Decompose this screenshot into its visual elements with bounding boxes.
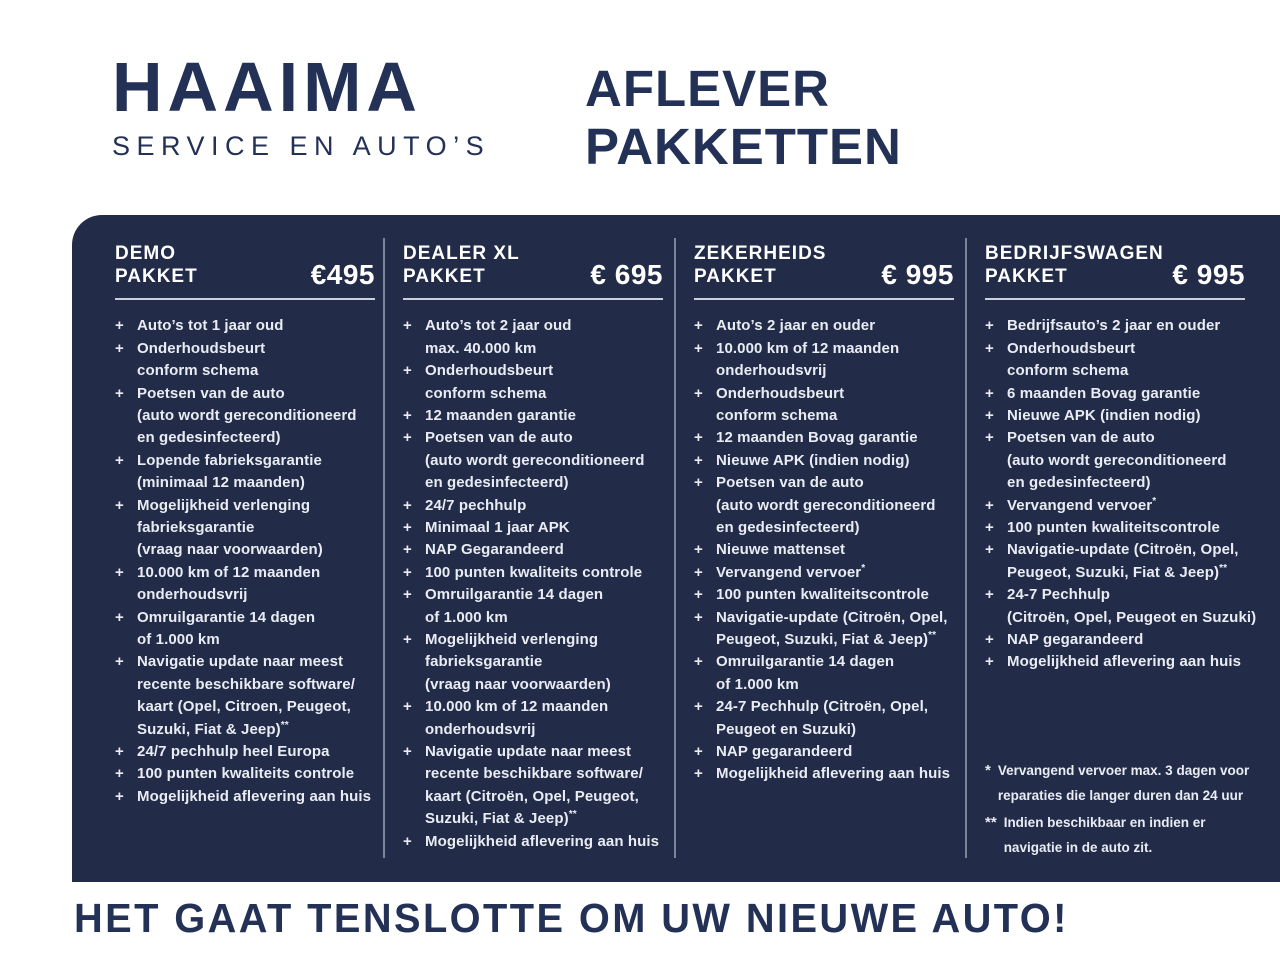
package-name-line2: PAKKET <box>115 266 198 288</box>
plus-bullet: + <box>694 653 703 671</box>
plus-bullet: + <box>115 384 124 402</box>
feature-item <box>694 338 954 383</box>
feature-item-line: Nieuwe APK (indien nodig) <box>716 451 910 469</box>
feature-item-line: (auto wordt gereconditioneerd <box>137 406 357 424</box>
feature-item-line: Bedrijfsauto’s 2 jaar en ouder <box>1007 317 1221 335</box>
package-feature-list <box>694 315 954 786</box>
feature-item-line: Nieuwe APK (indien nodig) <box>1007 406 1201 424</box>
feature-item <box>985 539 1245 584</box>
feature-item <box>694 539 954 561</box>
feature-item <box>115 786 375 808</box>
header-rule <box>115 298 375 300</box>
feature-item <box>985 517 1245 539</box>
feature-item-line: Navigatie-update (Citroën, Opel, <box>716 608 948 626</box>
feature-item-line: 6 maanden Bovag garantie <box>1007 384 1201 402</box>
feature-item <box>985 651 1245 673</box>
feature-item-text <box>1007 584 1256 629</box>
feature-item-line: 100 punten kwaliteits controle <box>425 563 643 581</box>
plus-bullet: + <box>115 339 124 357</box>
feature-item-line: kaart (Citroën, Opel, Peugeot, <box>425 787 639 805</box>
feature-item-line: 100 punten kwaliteits controle <box>137 765 355 783</box>
feature-item <box>403 696 663 741</box>
feature-item-line: fabrieksgarantie <box>425 653 543 671</box>
feature-item-text <box>716 539 954 561</box>
feature-item-line: of 1.000 km <box>137 631 220 649</box>
feature-item-line: Auto’s 2 jaar en ouder <box>716 317 876 335</box>
feature-item-line: Auto’s tot 2 jaar oud <box>425 317 572 335</box>
feature-item <box>694 763 954 785</box>
footnote-line: Vervangend vervoer max. 3 dagen voor <box>997 763 1250 778</box>
feature-item-line: onderhoudsvrij <box>716 362 827 380</box>
feature-item-text <box>137 651 375 741</box>
feature-item <box>694 584 954 606</box>
feature-item-text <box>137 763 375 785</box>
feature-item-text <box>137 338 375 383</box>
feature-item-text <box>716 472 954 539</box>
feature-item-line: Navigatie update naar meest <box>137 653 344 671</box>
package-name-line1: BEDRIJFSWAGEN <box>985 243 1164 264</box>
feature-item-line: conform schema <box>1007 362 1129 380</box>
plus-bullet: + <box>694 384 703 402</box>
plus-bullet: + <box>115 743 124 761</box>
feature-item-line: 100 punten kwaliteitscontrole <box>716 586 929 604</box>
header-rule <box>985 298 1245 300</box>
superscript-asterisk: ** <box>280 719 289 731</box>
package-name-line2: PAKKET <box>985 266 1068 288</box>
feature-item-text <box>425 427 663 494</box>
feature-item-line: 24-7 Pechhulp <box>1007 586 1110 604</box>
feature-item <box>694 562 954 584</box>
feature-item-line: 12 maanden Bovag garantie <box>716 429 918 447</box>
feature-item-text <box>716 427 954 449</box>
feature-item <box>403 831 663 853</box>
feature-item-line: Mogelijkheid aflevering aan huis <box>425 832 660 850</box>
plus-bullet: + <box>694 765 703 783</box>
package-name-line1: DEALER XL <box>403 243 520 264</box>
footnote-line: navigatie in de auto zit. <box>1003 840 1153 855</box>
plus-bullet: + <box>403 586 412 604</box>
feature-item-text <box>1007 427 1245 494</box>
feature-item-text <box>716 607 954 652</box>
plus-bullet: + <box>403 317 412 335</box>
plus-bullet: + <box>694 563 703 581</box>
feature-item-text <box>425 539 663 561</box>
feature-item <box>985 584 1257 629</box>
feature-item-line: Onderhoudsbeurt <box>716 384 845 402</box>
feature-item-text <box>137 741 375 763</box>
plus-bullet: + <box>694 339 703 357</box>
package-price: € 995 <box>1172 259 1245 291</box>
feature-item-text <box>425 495 663 517</box>
feature-item <box>403 629 663 696</box>
feature-item <box>694 472 954 539</box>
superscript-asterisk: ** <box>1219 562 1228 574</box>
feature-item <box>403 315 663 360</box>
feature-item <box>115 763 375 785</box>
feature-item-text <box>1007 338 1245 383</box>
feature-item-line: Vervangend vervoer* <box>716 562 866 581</box>
superscript-asterisk: ** <box>928 630 937 642</box>
feature-item-line: Vervangend vervoer* <box>1007 495 1157 514</box>
package-name <box>694 242 826 288</box>
feature-item-line: Poetsen van de auto <box>137 384 285 402</box>
plus-bullet: + <box>694 698 703 716</box>
feature-item-text <box>137 562 375 607</box>
feature-item <box>115 338 375 383</box>
header-rule <box>694 298 954 300</box>
header-rule <box>403 298 663 300</box>
footnotes <box>985 758 1260 862</box>
package-header <box>115 242 375 291</box>
feature-item-text <box>1007 539 1245 584</box>
feature-item-text <box>425 360 663 405</box>
package-column-2 <box>403 215 663 882</box>
feature-item-line: Omruilgarantie 14 dagen <box>716 653 895 671</box>
feature-item-line: Suzuki, Fiat & Jeep)** <box>137 719 289 738</box>
feature-item-line: 24/7 pechhulp <box>425 496 527 514</box>
feature-item-text <box>716 450 954 472</box>
package-feature-list <box>115 315 375 808</box>
plus-bullet: + <box>403 362 412 380</box>
feature-item-line: recente beschikbare software/ <box>137 675 355 693</box>
package-name-line1: DEMO <box>115 243 176 264</box>
feature-item-line: Omruilgarantie 14 dagen <box>137 608 316 626</box>
feature-item-text <box>137 786 375 808</box>
packages-panel <box>72 215 1280 882</box>
plus-bullet: + <box>985 541 994 559</box>
feature-item-line: (Citroën, Opel, Peugeot en Suzuki) <box>1007 608 1257 626</box>
feature-item <box>694 315 954 337</box>
plus-bullet: + <box>403 698 412 716</box>
feature-item-text <box>137 383 375 450</box>
feature-item-line: (vraag naar voorwaarden) <box>425 675 611 693</box>
feature-item-text <box>425 696 663 741</box>
plus-bullet: + <box>403 429 412 447</box>
column-divider-2 <box>674 238 676 858</box>
feature-item-line: (vraag naar voorwaarden) <box>137 541 323 559</box>
page-title-line2: PAKKETTEN <box>585 117 902 175</box>
feature-item <box>985 427 1245 494</box>
feature-item <box>403 539 663 561</box>
feature-item-text <box>137 495 375 562</box>
plus-bullet: + <box>115 653 124 671</box>
feature-item-text <box>137 450 375 495</box>
feature-item-line: Onderhoudsbeurt <box>1007 339 1136 357</box>
feature-item-text <box>137 315 375 337</box>
feature-item-line: conform schema <box>137 362 259 380</box>
plus-bullet: + <box>403 743 412 761</box>
feature-item-text <box>425 741 663 831</box>
plus-bullet: + <box>403 832 412 850</box>
feature-item-line: 100 punten kwaliteitscontrole <box>1007 519 1220 536</box>
feature-item-text <box>716 383 954 428</box>
feature-item-line: Mogelijkheid aflevering aan huis <box>137 787 372 805</box>
package-feature-list <box>403 315 663 853</box>
feature-item-line: Suzuki, Fiat & Jeep)** <box>425 809 577 828</box>
feature-item-line: (auto wordt gereconditioneerd <box>425 451 645 469</box>
feature-item-line: Mogelijkheid verlenging <box>425 631 599 649</box>
feature-item-line: 12 maanden garantie <box>425 406 577 424</box>
footnote <box>985 810 1260 860</box>
package-name-line2: PAKKET <box>403 266 486 288</box>
feature-item-line: NAP Gegarandeerd <box>425 541 564 559</box>
plus-bullet: + <box>694 743 703 761</box>
package-header <box>985 242 1245 291</box>
plus-bullet: + <box>985 384 994 402</box>
feature-item <box>985 383 1245 405</box>
feature-item <box>115 607 375 652</box>
feature-item-text <box>716 315 954 337</box>
feature-item-line: Poetsen van de auto <box>716 474 864 492</box>
feature-item <box>115 741 375 763</box>
plus-bullet: + <box>985 429 994 447</box>
package-name <box>985 242 1164 288</box>
feature-item <box>115 315 375 337</box>
plus-bullet: + <box>985 586 994 604</box>
plus-bullet: + <box>403 519 412 536</box>
plus-bullet: + <box>115 563 124 581</box>
feature-item-line: Omruilgarantie 14 dagen <box>425 586 604 604</box>
feature-item <box>694 651 954 696</box>
plus-bullet: + <box>115 496 124 514</box>
footnote-marker: * <box>985 762 991 779</box>
feature-item-line: of 1.000 km <box>425 608 508 626</box>
plus-bullet: + <box>403 406 412 424</box>
feature-item-line: (auto wordt gereconditioneerd <box>716 496 936 514</box>
feature-item <box>985 338 1245 383</box>
plus-bullet: + <box>694 586 703 604</box>
feature-item-line: 24-7 Pechhulp (Citroën, Opel, <box>716 698 929 716</box>
feature-item-text <box>425 562 663 584</box>
feature-item-text <box>425 831 663 853</box>
plus-bullet: + <box>694 429 703 447</box>
package-column-1 <box>115 215 375 882</box>
plus-bullet: + <box>985 631 994 649</box>
feature-item-line: onderhoudsvrij <box>137 586 248 604</box>
superscript-asterisk: ** <box>568 809 577 821</box>
package-price: € 995 <box>881 259 954 291</box>
brand-logo <box>112 48 491 162</box>
plus-bullet: + <box>403 496 412 514</box>
feature-item-text <box>425 584 663 629</box>
package-name-line1: ZEKERHEIDS <box>694 243 827 264</box>
package-price: € 695 <box>590 259 663 291</box>
footnote-line: Indien beschikbaar en indien er <box>1003 815 1206 830</box>
feature-item-line: Peugeot en Suzuki) <box>716 720 857 738</box>
feature-item-line: Onderhoudsbeurt <box>137 339 266 357</box>
column-divider-3 <box>965 238 967 858</box>
feature-item-text <box>425 629 663 696</box>
feature-item <box>115 495 375 562</box>
feature-item-line: en gedesinfecteerd) <box>137 429 281 447</box>
feature-item-line: NAP gegarandeerd <box>716 743 853 761</box>
feature-item-line: Poetsen van de auto <box>1007 429 1155 447</box>
page-title-line1: AFLEVER <box>585 60 831 117</box>
feature-item-text <box>716 338 954 383</box>
feature-item-line: 10.000 km of 12 maanden <box>425 698 609 716</box>
feature-item-text <box>716 763 954 785</box>
feature-item <box>985 315 1245 337</box>
feature-item <box>115 562 375 607</box>
feature-item-line: Lopende fabrieksgarantie <box>137 451 322 469</box>
feature-item-line: NAP gegarandeerd <box>1007 631 1144 649</box>
feature-item-text <box>1007 383 1245 405</box>
footer-tagline: HET GAAT TENSLOTTE OM UW NIEUWE AUTO! <box>74 895 1069 941</box>
feature-item-line: 24/7 pechhulp heel Europa <box>137 743 330 761</box>
feature-item-text <box>1007 495 1245 517</box>
feature-item-line: fabrieksgarantie <box>137 519 255 536</box>
feature-item <box>694 741 954 763</box>
plus-bullet: + <box>403 541 412 559</box>
plus-bullet: + <box>985 519 994 536</box>
feature-item-text <box>1007 651 1245 673</box>
feature-item <box>115 450 375 495</box>
feature-item <box>403 495 663 517</box>
feature-item-line: Navigatie update naar meest <box>425 743 632 761</box>
footnote <box>985 758 1260 808</box>
package-name <box>403 242 520 288</box>
feature-item-text <box>425 517 663 539</box>
plus-bullet: + <box>115 608 124 626</box>
superscript-asterisk: * <box>1152 495 1157 507</box>
plus-bullet: + <box>985 406 994 424</box>
feature-item-text <box>716 741 954 763</box>
package-column-4 <box>985 215 1257 882</box>
package-price: €495 <box>310 259 375 291</box>
footnote-text <box>1004 810 1260 860</box>
feature-item-line: conform schema <box>716 406 838 424</box>
plus-bullet: + <box>985 339 994 357</box>
feature-item-text <box>1007 405 1245 427</box>
feature-item <box>403 517 663 539</box>
feature-item-line: Navigatie-update (Citroën, Opel, <box>1007 541 1239 559</box>
feature-item-line: conform schema <box>425 384 547 402</box>
page-title <box>585 60 902 175</box>
feature-item-line: Peugeot, Suzuki, Fiat & Jeep)** <box>1007 562 1228 581</box>
feature-item-line: kaart (Opel, Citroen, Peugeot, <box>137 698 351 716</box>
feature-item-text <box>1007 517 1245 539</box>
feature-item-line: Auto’s tot 1 jaar oud <box>137 317 284 335</box>
feature-item <box>694 607 954 652</box>
feature-item <box>985 629 1245 651</box>
feature-item-text <box>716 584 954 606</box>
feature-item-line: en gedesinfecteerd) <box>716 519 860 536</box>
feature-item-line: recente beschikbare software/ <box>425 765 643 783</box>
package-feature-list <box>985 315 1257 674</box>
plus-bullet: + <box>115 765 124 783</box>
plus-bullet: + <box>115 317 124 335</box>
feature-item-line: en gedesinfecteerd) <box>1007 474 1151 492</box>
feature-item <box>403 405 663 427</box>
feature-item <box>694 383 954 428</box>
plus-bullet: + <box>694 608 703 626</box>
feature-item <box>115 383 375 450</box>
feature-item-text <box>425 315 663 360</box>
feature-item-text <box>716 562 954 584</box>
plus-bullet: + <box>985 317 994 335</box>
plus-bullet: + <box>694 451 703 469</box>
footnote-line: reparaties die langer duren dan 24 uur <box>997 788 1244 803</box>
package-name-line2: PAKKET <box>694 266 777 288</box>
plus-bullet: + <box>985 653 994 671</box>
brand-subtitle: SERVICE EN AUTO’S <box>112 131 491 161</box>
feature-item-line: en gedesinfecteerd) <box>425 474 569 492</box>
feature-item-text <box>425 405 663 427</box>
plus-bullet: + <box>403 631 412 649</box>
feature-item-line: max. 40.000 km <box>425 339 537 357</box>
plus-bullet: + <box>115 787 124 805</box>
feature-item-line: of 1.000 km <box>716 675 799 693</box>
package-header <box>694 242 954 291</box>
feature-item-line: (minimaal 12 maanden) <box>137 474 305 492</box>
superscript-asterisk: * <box>861 562 866 574</box>
feature-item-text <box>1007 629 1245 651</box>
feature-item-line: Nieuwe mattenset <box>716 541 846 559</box>
feature-item <box>694 696 954 741</box>
feature-item <box>403 360 663 405</box>
plus-bullet: + <box>115 451 124 469</box>
feature-item <box>403 562 663 584</box>
feature-item-text <box>137 607 375 652</box>
feature-item-text <box>1007 315 1245 337</box>
feature-item-text <box>716 696 954 741</box>
feature-item-line: Poetsen van de auto <box>425 429 573 447</box>
feature-item-line: 10.000 km of 12 maanden <box>137 563 321 581</box>
footnote-marker: ** <box>985 814 997 831</box>
plus-bullet: + <box>985 496 994 514</box>
plus-bullet: + <box>403 563 412 581</box>
column-divider-1 <box>383 238 385 858</box>
feature-item <box>694 427 954 449</box>
brand-name: HAAIMA <box>112 48 422 126</box>
package-header <box>403 242 663 291</box>
feature-item <box>694 450 954 472</box>
feature-item-line: Mogelijkheid verlenging <box>137 496 311 514</box>
feature-item-text <box>716 651 954 696</box>
plus-bullet: + <box>694 474 703 492</box>
feature-item <box>403 741 663 831</box>
footnote-text <box>998 758 1260 808</box>
feature-item-line: Mogelijkheid aflevering aan huis <box>716 765 951 783</box>
feature-item <box>403 584 663 629</box>
feature-item-line: Mogelijkheid aflevering aan huis <box>1007 653 1242 671</box>
feature-item <box>115 651 375 741</box>
feature-item-line: Peugeot, Suzuki, Fiat & Jeep)** <box>716 630 937 649</box>
feature-item-line: Onderhoudsbeurt <box>425 362 554 380</box>
package-name <box>115 242 198 288</box>
feature-item <box>985 405 1245 427</box>
feature-item-line: (auto wordt gereconditioneerd <box>1007 451 1227 469</box>
package-column-3 <box>694 215 954 882</box>
feature-item <box>985 495 1245 517</box>
feature-item-line: 10.000 km of 12 maanden <box>716 339 900 357</box>
feature-item-line: onderhoudsvrij <box>425 720 536 738</box>
plus-bullet: + <box>694 317 703 335</box>
plus-bullet: + <box>694 541 703 559</box>
feature-item-line: Minimaal 1 jaar APK <box>425 519 570 536</box>
feature-item <box>403 427 663 494</box>
